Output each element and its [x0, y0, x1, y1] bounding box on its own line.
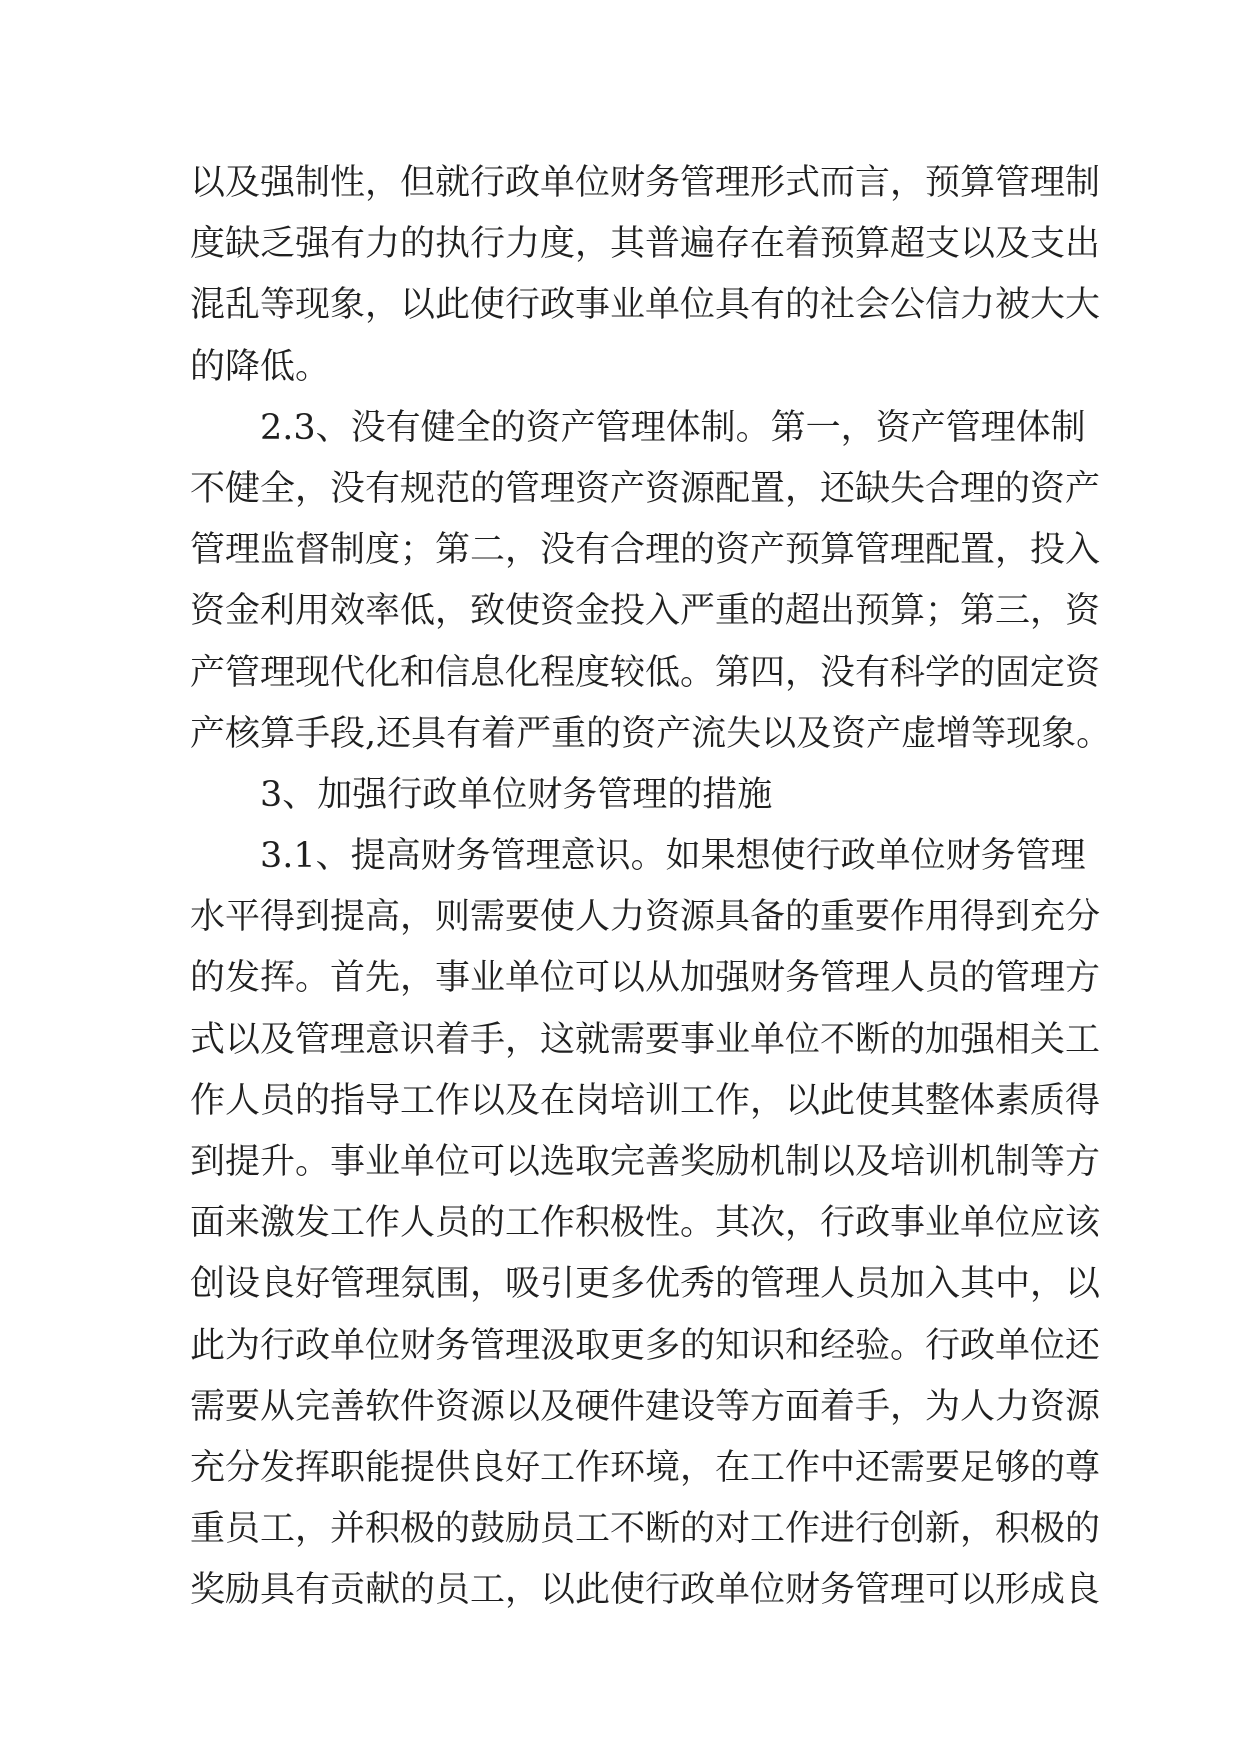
body-text — [190, 153, 1112, 1622]
text-line: 充分发挥职能提供良好工作环境，在工作中还需要足够的尊 — [190, 1447, 1101, 1488]
text-line: 资金利用效率低，致使资金投入严重的超出预算；第三，资 — [190, 591, 1101, 632]
text-line: 水平得到提高，则需要使人力资源具备的重要作用得到充分 — [190, 897, 1101, 938]
text-line: 到提升。事业单位可以选取完善奖励机制以及培训机制等方 — [190, 1142, 1101, 1182]
text-line: 的降低。 — [190, 346, 331, 387]
text-line: 此为行政单位财务管理汲取更多的知识和经验。行政单位还 — [190, 1325, 1101, 1366]
text-line: 面来激发工作人员的工作积极性。其次，行政事业单位应该 — [190, 1203, 1101, 1244]
text-line: 的发挥。首先，事业单位可以从加强财务管理人员的管理方 — [190, 958, 1101, 999]
section-heading-3-1: 3.1、提高财务管理意识。如果想使行政单位财务管理 — [260, 836, 1086, 877]
text-line: 奖励具有贡献的员工，以此使行政单位财务管理可以形成良 — [190, 1570, 1101, 1611]
section-heading-3: 3、加强行政单位财务管理的措施 — [260, 774, 773, 815]
text-line: 以及强制性，但就行政单位财务管理形式而言，预算管理制 — [190, 163, 1101, 203]
text-line: 度缺乏强有力的执行力度，其普遍存在着预算超支以及支出 — [190, 224, 1101, 265]
text-line: 产核算手段,还具有着严重的资产流失以及资产虚增等现象。 — [190, 713, 1112, 754]
section-heading-2-3: 2.3、没有健全的资产管理体制。第一，资产管理体制 — [260, 407, 1086, 448]
text-line: 作人员的指导工作以及在岗培训工作，以此使其整体素质得 — [190, 1080, 1101, 1121]
text-line: 产管理现代化和信息化程度较低。第四，没有科学的固定资 — [190, 652, 1101, 693]
text-line: 重员工，并积极的鼓励员工不断的对工作进行创新，积极的 — [190, 1509, 1101, 1550]
text-line: 不健全，没有规范的管理资产资源配置，还缺失合理的资产 — [190, 468, 1101, 509]
text-line: 式以及管理意识着手，这就需要事业单位不断的加强相关工 — [190, 1019, 1101, 1060]
text-line: 创设良好管理氛围，吸引更多优秀的管理人员加入其中，以 — [190, 1264, 1101, 1305]
text-line: 混乱等现象，以此使行政事业单位具有的社会公信力被大大 — [190, 285, 1101, 326]
text-line: 管理监督制度；第二，没有合理的资产预算管理配置，投入 — [190, 530, 1101, 571]
text-line: 需要从完善软件资源以及硬件建设等方面着手，为人力资源 — [190, 1386, 1101, 1427]
